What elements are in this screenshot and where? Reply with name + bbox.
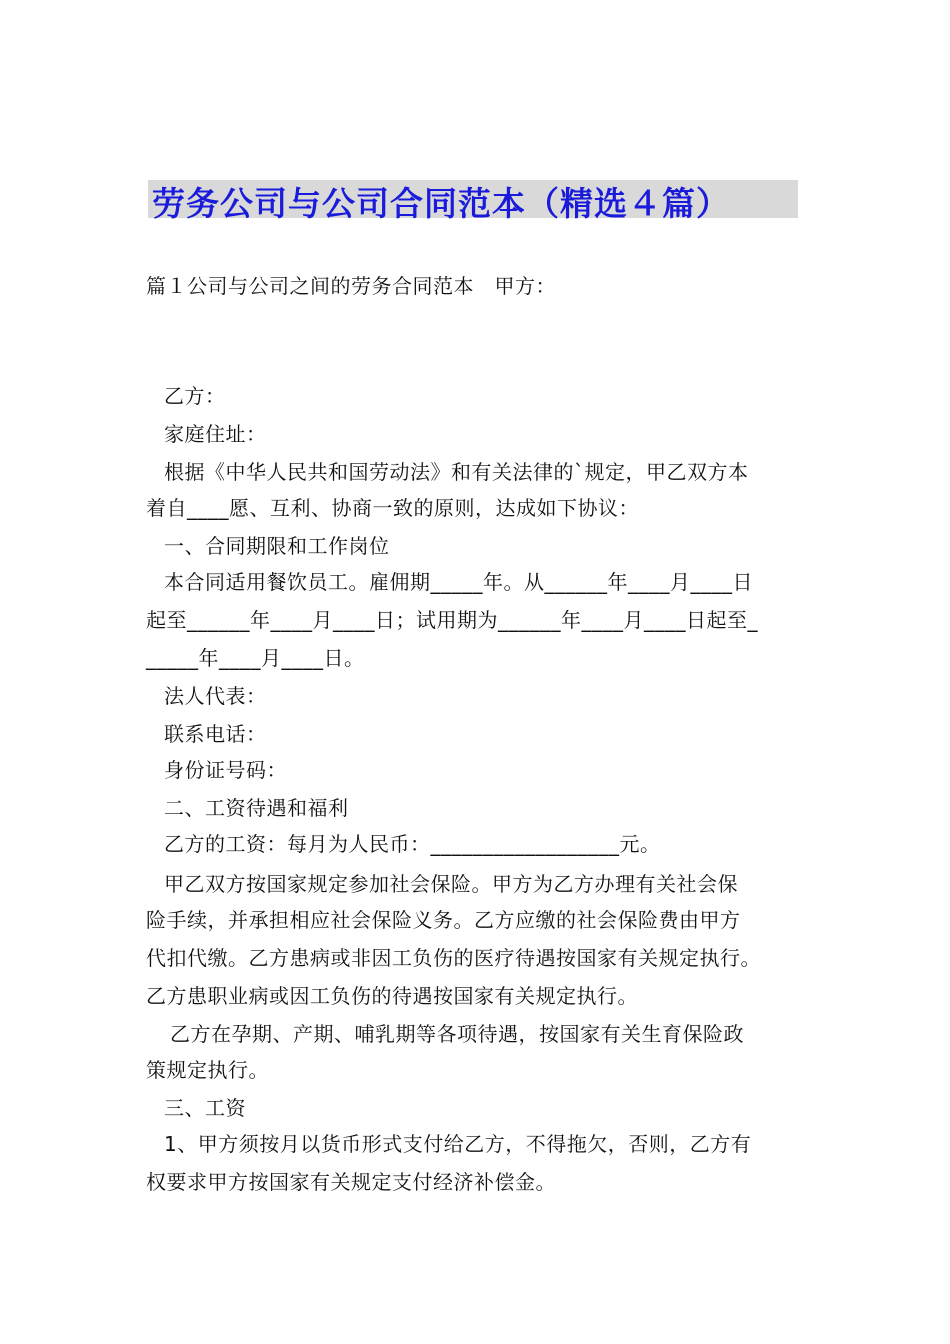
section-heading-1: 篇１公司与公司之间的劳务合同范本 甲方：	[146, 274, 556, 298]
clause-heading: 一、合同期限和工作岗位	[164, 534, 390, 558]
id-number-label: 身份证号码：	[164, 758, 287, 782]
document-title: 劳务公司与公司合同范本（精选４篇）	[152, 184, 730, 223]
paragraph-line: 根据《中华人民共和国劳动法》和有关法律的`规定，甲乙双方本	[164, 460, 749, 484]
clause-heading: 二、工资待遇和福利	[164, 796, 349, 820]
party-b-label: 乙方：	[164, 384, 226, 408]
paragraph-line: 起至______年____月____日；试用期为______年____月____日起至_	[146, 608, 758, 632]
paragraph-line: 1、甲方须按月以货币形式支付给乙方，不得拖欠，否则，乙方有	[164, 1132, 752, 1156]
salary-line: 乙方的工资：每月为人民币：__________________元。	[164, 832, 661, 856]
home-address-label: 家庭住址：	[164, 422, 267, 446]
paragraph-line: 策规定执行。	[146, 1058, 269, 1082]
paragraph-line: 权要求甲方按国家有关规定支付经济补偿金。	[146, 1170, 556, 1194]
paragraph-line: 本合同适用餐饮员工。雇佣期_____年。从______年____月____日	[164, 570, 753, 594]
legal-rep-label: 法人代表：	[164, 684, 267, 708]
paragraph-line: 甲乙双方按国家规定参加社会保险。甲方为乙方办理有关社会保	[164, 872, 738, 896]
paragraph-line: 乙方在孕期、产期、哺乳期等各项待遇，按国家有关生育保险政	[170, 1022, 744, 1046]
paragraph-line: _____年____月____日。	[146, 646, 365, 670]
clause-heading: 三、工资	[164, 1096, 246, 1120]
paragraph-line: 着自____愿、互利、协商一致的原则，达成如下协议：	[146, 496, 639, 520]
paragraph-line: 险手续，并承担相应社会保险义务。乙方应缴的社会保险费由甲方	[146, 908, 741, 932]
paragraph-line: 乙方患职业病或因工负伤的待遇按国家有关规定执行。	[146, 984, 638, 1008]
paragraph-line: 代扣代缴。乙方患病或非因工负伤的医疗待遇按国家有关规定执行。	[146, 946, 761, 970]
phone-label: 联系电话：	[164, 722, 267, 746]
